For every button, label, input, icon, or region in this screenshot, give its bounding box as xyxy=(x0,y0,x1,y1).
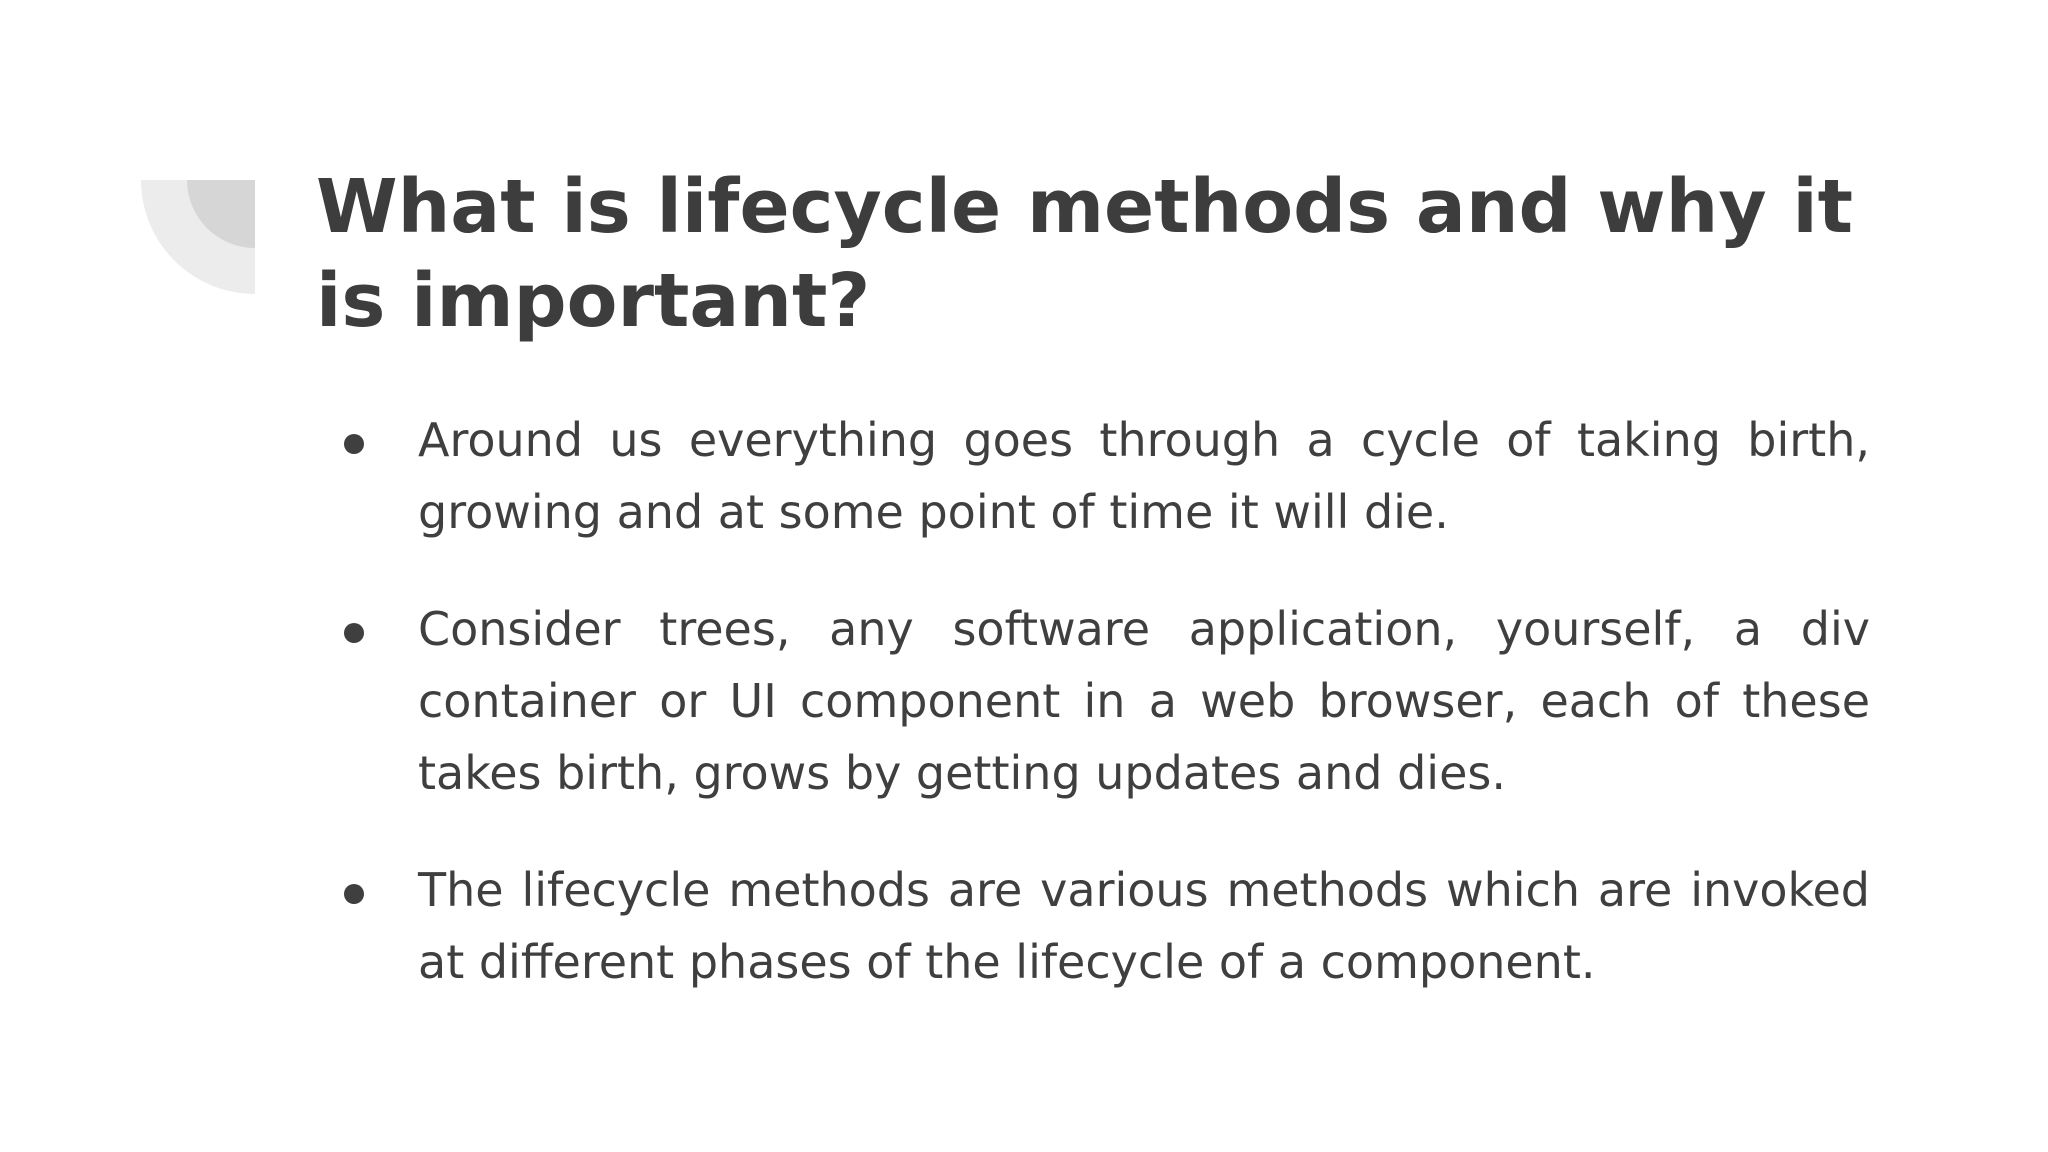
bullet-item xyxy=(330,404,1870,548)
bullet-icon xyxy=(344,623,364,643)
bullet-text: Consider trees, any software application, yourself, a div container or UI component in a web browser, each of these takes birth, grows by getting updates and dies. xyxy=(418,602,1870,800)
bullet-text: Around us everything goes through a cycle of taking birth, growing and at some point of time it will die. xyxy=(418,413,1870,539)
slide-title: What is lifecycle methods and why it is important? xyxy=(316,164,1854,344)
bullet-list xyxy=(330,404,1870,1043)
bullet-text: The lifecycle methods are various methods which are invoked at different phases of the lifecycle of a component. xyxy=(418,863,1870,989)
bullet-item xyxy=(330,593,1870,809)
bullet-icon xyxy=(344,434,364,454)
quarter-circle-decoration xyxy=(141,180,255,294)
bullet-item xyxy=(330,854,1870,998)
bullet-icon xyxy=(344,884,364,904)
